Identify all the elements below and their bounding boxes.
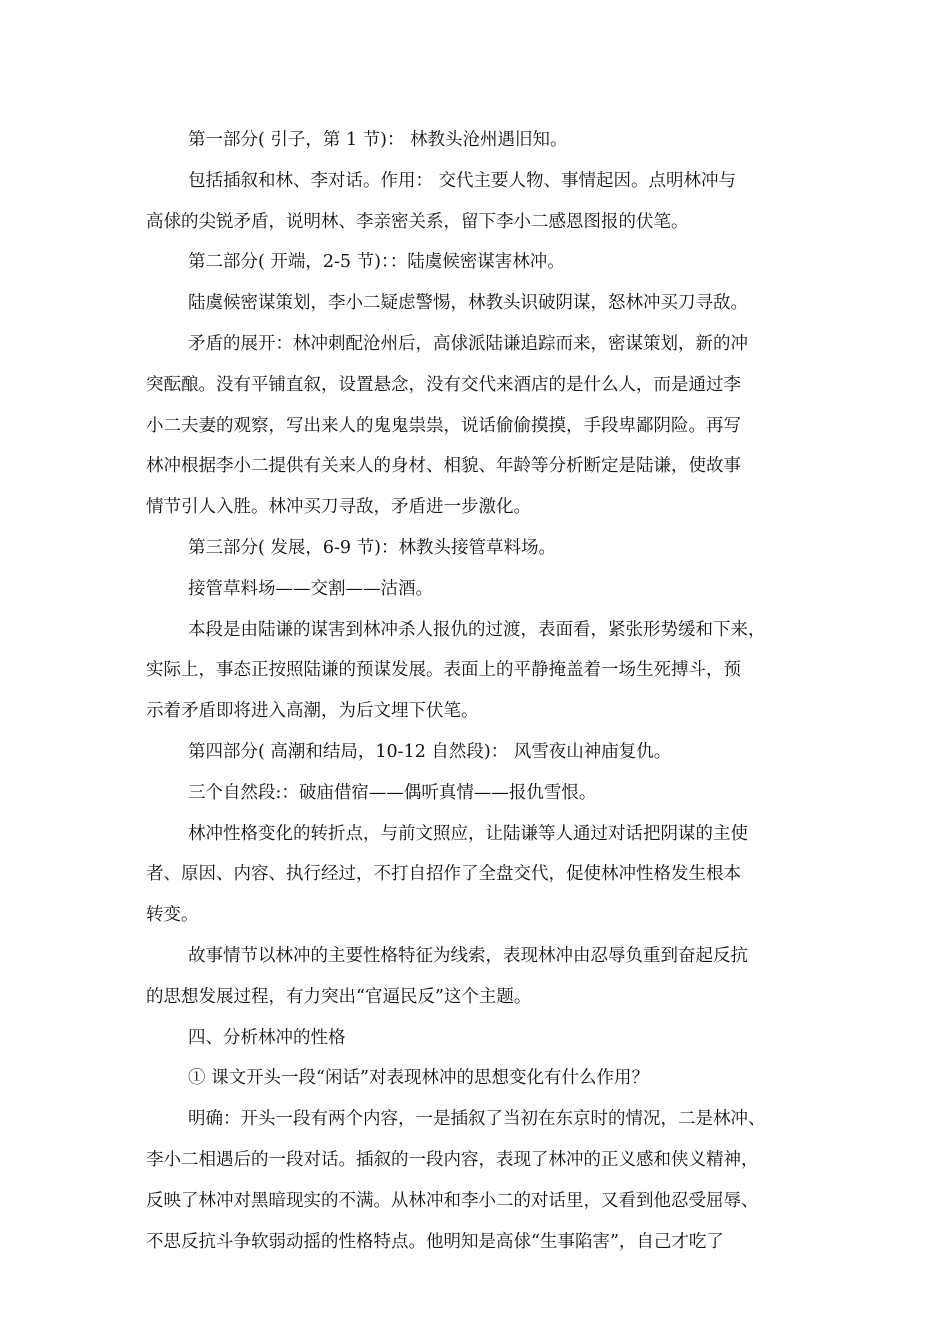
text-line: 高俅的尖锐矛盾，说明林、李亲密关系，留下李小二感恩图报的伏笔。: [146, 211, 689, 232]
text-line: 实际上，事态正按照陆谦的预谋发展。表面上的平静掩盖着一场生死搏斗，预: [146, 660, 741, 681]
text-line: 第三部分( 发展，6-9 节)：林教头接管草料场。: [188, 537, 556, 558]
text-line: 的思想发展过程，有力突出“官逼民反”这个主题。: [146, 986, 532, 1007]
text-line: 林冲根据李小二提供有关来人的身材、相貌、年龄等分析断定是陆谦，使故事: [146, 456, 741, 477]
text-line: 反映了林冲对黑暗现实的不满。从林冲和李小二的对话里，又看到他忍受屈辱、: [146, 1190, 759, 1211]
text-line: 第二部分( 开端，2-5 节)：：陆虞候密谋害林冲。: [188, 252, 565, 273]
text-line: 三个自然段:：破庙借宿——偶听真情——报仇雪恨。: [188, 782, 597, 803]
text-line: 林冲性格变化的转折点，与前文照应，让陆谦等人通过对话把阴谋的主使: [188, 823, 748, 844]
text-line: 接管草料场——交割——沽酒。: [188, 578, 433, 599]
text-line: 示着矛盾即将进入高潮，为后文埋下伏笔。: [146, 701, 479, 722]
text-line: 突酝酿。没有平铺直叙，设置悬念，没有交代来酒店的是什么人，而是通过李: [146, 374, 741, 395]
text-line: 转变。: [146, 905, 199, 926]
text-line: 不思反抗斗争软弱动摇的性格特点。他明知是高俅“生事陷害”，自己才吃了: [146, 1231, 724, 1252]
text-line: 矛盾的展开：林冲刺配沧州后，高俅派陆谦追踪而来，密谋策划，新的冲: [188, 333, 748, 354]
text-line: 情节引人入胜。林冲买刀寻敌，矛盾进一步激化。: [146, 497, 531, 518]
text-line: ① 课文开头一段“闲话”对表现林冲的思想变化有什么作用？: [188, 1068, 649, 1089]
document-page: [146, 120, 806, 1262]
text-line: 小二夫妻的观察，写出来人的鬼鬼祟祟，说话偷偷摸摸，手段卑鄙阴险。再写: [146, 415, 741, 436]
text-line: 四、分析林冲的性格: [188, 1027, 346, 1048]
text-line: 者、原因、内容、执行经过，不打自招作了全盘交代，促使林冲性格发生根本: [146, 864, 741, 885]
text-line: 第一部分( 引子，第 1 节)： 林教头沧州遇旧知。: [188, 130, 568, 150]
text-line: 包括插叙和林、李对话。作用： 交代主要人物、事情起因。点明林冲与: [188, 170, 737, 191]
text-line: 本段是由陆谦的谋害到林冲杀人报仇的过渡，表面看，紧张形势缓和下来，: [188, 619, 766, 640]
text-line: 李小二相遇后的一段对话。插叙的一段内容，表现了林冲的正义感和侠义精神，: [146, 1149, 759, 1170]
text-line: 故事情节以林冲的主要性格特征为线索，表现林冲由忍辱负重到奋起反抗: [188, 945, 748, 966]
text-line: 陆虞候密谋策划，李小二疑虑警惕，林教头识破阴谋，怒林冲买刀寻敌。: [188, 293, 748, 314]
text-line: 明确：开头一段有两个内容，一是插叙了当初在东京时的情况，二是林冲、: [188, 1109, 766, 1130]
text-line: 第四部分( 高潮和结局，10-12 自然段)： 风雪夜山神庙复仇。: [188, 741, 672, 762]
